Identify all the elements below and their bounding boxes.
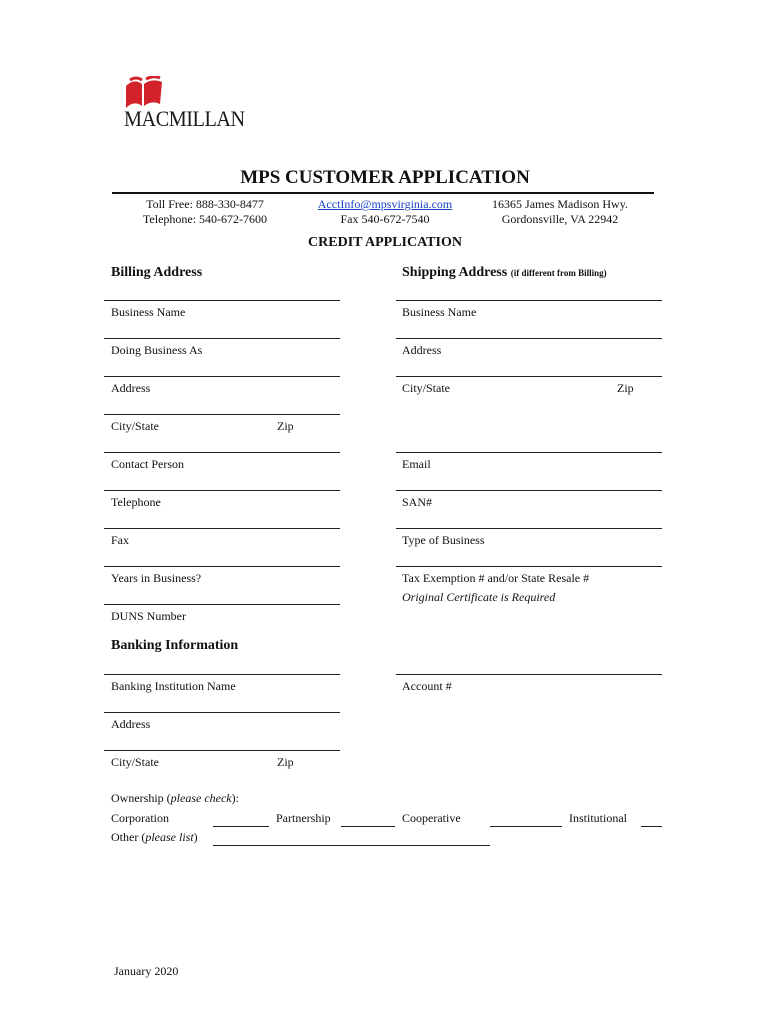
shipping-san-line[interactable] (396, 490, 662, 491)
billing-fax-label: Fax (111, 533, 129, 547)
title-divider (112, 192, 654, 194)
billing-business-name-line[interactable] (104, 300, 340, 301)
shipping-address-label: Address (402, 343, 442, 357)
billing-contact-label: Contact Person (111, 457, 184, 471)
ownership-prompt-end: ): (231, 791, 239, 805)
ownership-prompt-italic: please check (170, 791, 232, 805)
footer-date: January 2020 (114, 964, 179, 978)
shipping-type-label: Type of Business (402, 533, 485, 547)
shipping-zip-label: Zip (617, 381, 634, 395)
logo-mark-icon (124, 76, 164, 110)
shipping-tax-line[interactable] (396, 566, 662, 567)
bank-city-line[interactable] (104, 750, 340, 751)
cooperative-checkline[interactable] (490, 826, 562, 827)
partnership-label: Partnership (276, 811, 331, 825)
email-link[interactable]: AcctInfo@mpsvirginia.com (317, 197, 453, 211)
corporation-checkline[interactable] (213, 826, 269, 827)
toll-free-text: Toll Free: 888-330-8477 (146, 197, 264, 211)
bank-institution-line[interactable] (104, 674, 340, 675)
shipping-city-line[interactable] (396, 376, 662, 377)
partnership-checkline[interactable] (341, 826, 395, 827)
shipping-business-name-label: Business Name (402, 305, 477, 319)
shipping-address-line[interactable] (396, 338, 662, 339)
contact-email-block (300, 197, 470, 227)
shipping-email-label: Email (402, 457, 431, 471)
macmillan-logo (124, 76, 244, 132)
corporation-label: Corporation (111, 811, 169, 825)
billing-city-line[interactable] (104, 414, 340, 415)
billing-contact-line[interactable] (104, 452, 340, 453)
billing-zip-label: Zip (277, 419, 294, 433)
billing-dba-line[interactable] (104, 338, 340, 339)
logo-wordmark: MACMILLAN (124, 106, 245, 131)
other-label (111, 830, 198, 845)
fax-text: Fax 540-672-7540 (340, 212, 430, 226)
shipping-heading-text: Shipping Address (402, 265, 508, 280)
billing-years-line[interactable] (104, 566, 340, 567)
bank-account-label: Account # (402, 679, 452, 693)
address-line-2: Gordonsville, VA 22942 (501, 212, 619, 226)
other-list-line[interactable] (213, 845, 490, 846)
bank-address-line[interactable] (104, 712, 340, 713)
billing-business-name-label: Business Name (111, 305, 186, 319)
billing-telephone-label: Telephone (111, 495, 161, 509)
shipping-type-line[interactable] (396, 528, 662, 529)
billing-city-label: City/State (111, 419, 159, 433)
billing-address-line[interactable] (104, 376, 340, 377)
credit-application-heading: CREDIT APPLICATION (308, 235, 462, 250)
bank-address-label: Address (111, 717, 151, 731)
billing-heading: Billing Address (111, 265, 203, 280)
shipping-email-line[interactable] (396, 452, 662, 453)
ownership-prompt (111, 791, 239, 806)
billing-telephone-line[interactable] (104, 490, 340, 491)
institutional-checkline[interactable] (641, 826, 662, 827)
other-label-end: ) (193, 830, 198, 844)
contact-address-block (480, 197, 640, 227)
bank-account-line[interactable] (396, 674, 662, 675)
banking-heading: Banking Information (111, 638, 239, 653)
other-label-start: Other ( (111, 830, 146, 844)
bank-institution-label: Banking Institution Name (111, 679, 236, 693)
bank-zip-label: Zip (277, 755, 294, 769)
ownership-prompt-start: Ownership ( (111, 791, 171, 805)
shipping-city-label: City/State (402, 381, 450, 395)
page-title: MPS CUSTOMER APPLICATION (240, 167, 530, 188)
billing-years-label: Years in Business? (111, 571, 202, 585)
shipping-san-label: SAN# (402, 495, 433, 509)
shipping-heading (402, 265, 607, 281)
billing-fax-line[interactable] (104, 528, 340, 529)
bank-city-label: City/State (111, 755, 159, 769)
telephone-text: Telephone: 540-672-7600 (142, 212, 268, 226)
billing-duns-label: DUNS Number (111, 609, 186, 623)
other-label-italic: please list (145, 830, 194, 844)
shipping-heading-note: (if different from Billing) (510, 268, 607, 278)
institutional-label: Institutional (569, 811, 627, 825)
billing-address-label: Address (111, 381, 151, 395)
shipping-business-name-line[interactable] (396, 300, 662, 301)
cooperative-label: Cooperative (402, 811, 461, 825)
certificate-note: Original Certificate is Required (402, 590, 556, 604)
billing-dba-label: Doing Business As (111, 343, 203, 357)
address-line-1: 16365 James Madison Hwy. (492, 197, 628, 211)
shipping-tax-label: Tax Exemption # and/or State Resale # (402, 571, 590, 585)
billing-duns-line[interactable] (104, 604, 340, 605)
contact-phone-block (130, 197, 280, 227)
